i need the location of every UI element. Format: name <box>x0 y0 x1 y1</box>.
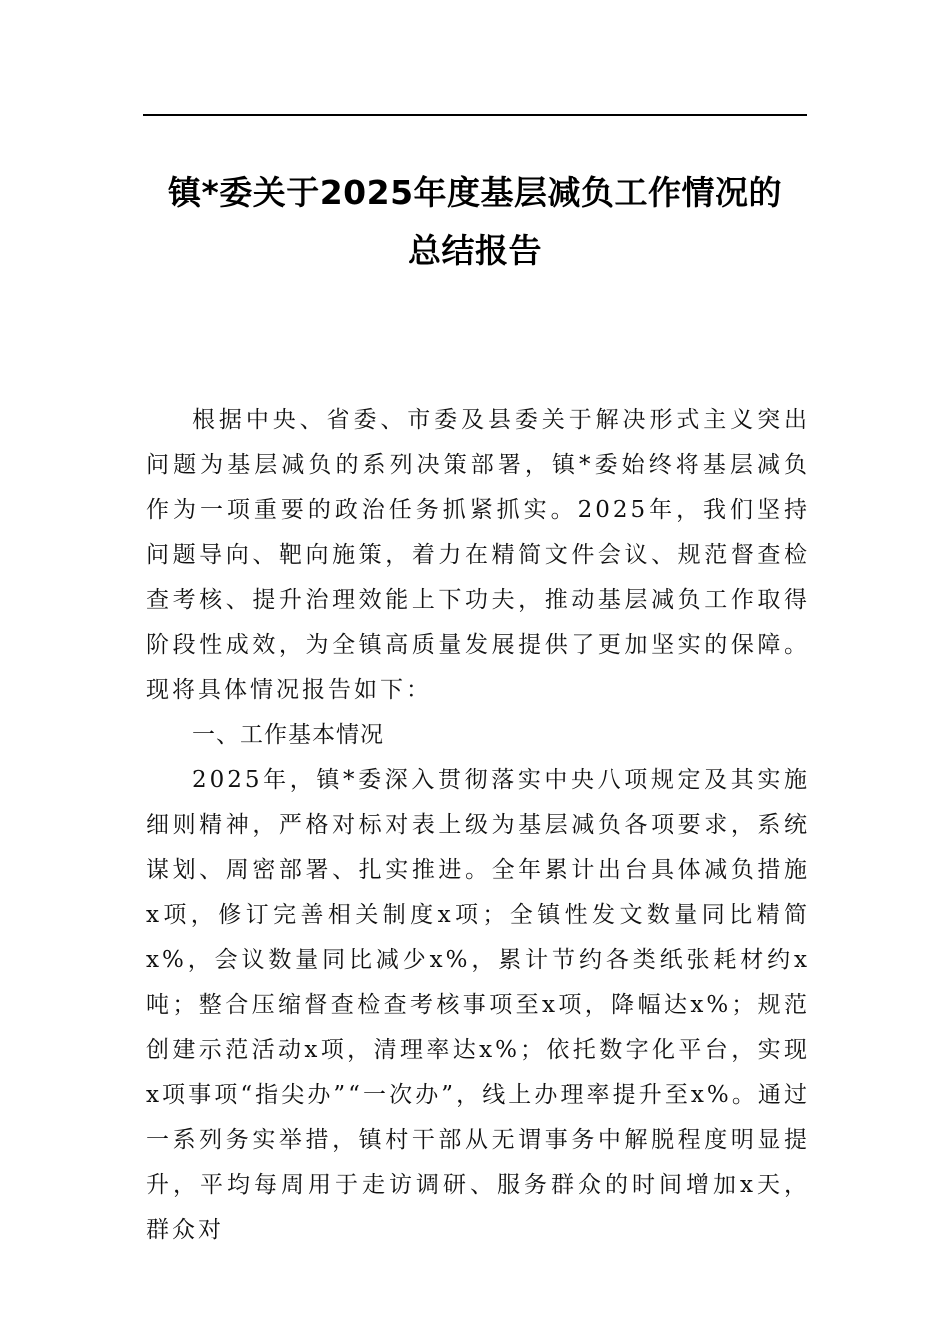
header-rule <box>143 114 807 116</box>
section-1-heading: 一、工作基本情况 <box>192 722 384 748</box>
document-body <box>146 398 810 1253</box>
title-line-2: 总结报告 <box>408 231 542 270</box>
intro-paragraph: 根据中央、省委、市委及县委关于解决形式主义突出问题为基层减负的系列决策部署，镇*委始终将基层减负作为一项重要的政治任务抓紧抓实。2025年，我们坚持问题导向、靶向施策，着力在精简文件会议、规范督查检查考核、提升治理效能上下功夫，推动基层减负工作取得阶段性成效，为全镇高质量发展提供了更加坚实的保障。现将具体情况报告如下： <box>146 407 810 703</box>
section-1-paragraph: 2025年，镇*委深入贯彻落实中央八项规定及其实施细则精神，严格对标对表上级为基层减负各项要求，系统谋划、周密部署、扎实推进。全年累计出台具体减负措施x项，修订完善相关制度x项；全镇性发文数量同比精简x%，会议数量同比减少x%，累计节约各类纸张耗材约x吨；整合压缩督查检查考核事项至x项，降幅达x%；规范创建示范活动x项，清理率达x%；依托数字化平台，实现x项事项“指尖办”“一次办”，线上办理率提升至x%。通过一系列务实举措，镇村干部从无谓事务中解脱程度明显提升，平均每周用于走访调研、服务群众的时间增加x天，群众对 <box>146 767 810 1243</box>
document-title <box>143 164 807 280</box>
title-line-1: 镇*委关于2025年度基层减负工作情况的 <box>167 173 783 212</box>
